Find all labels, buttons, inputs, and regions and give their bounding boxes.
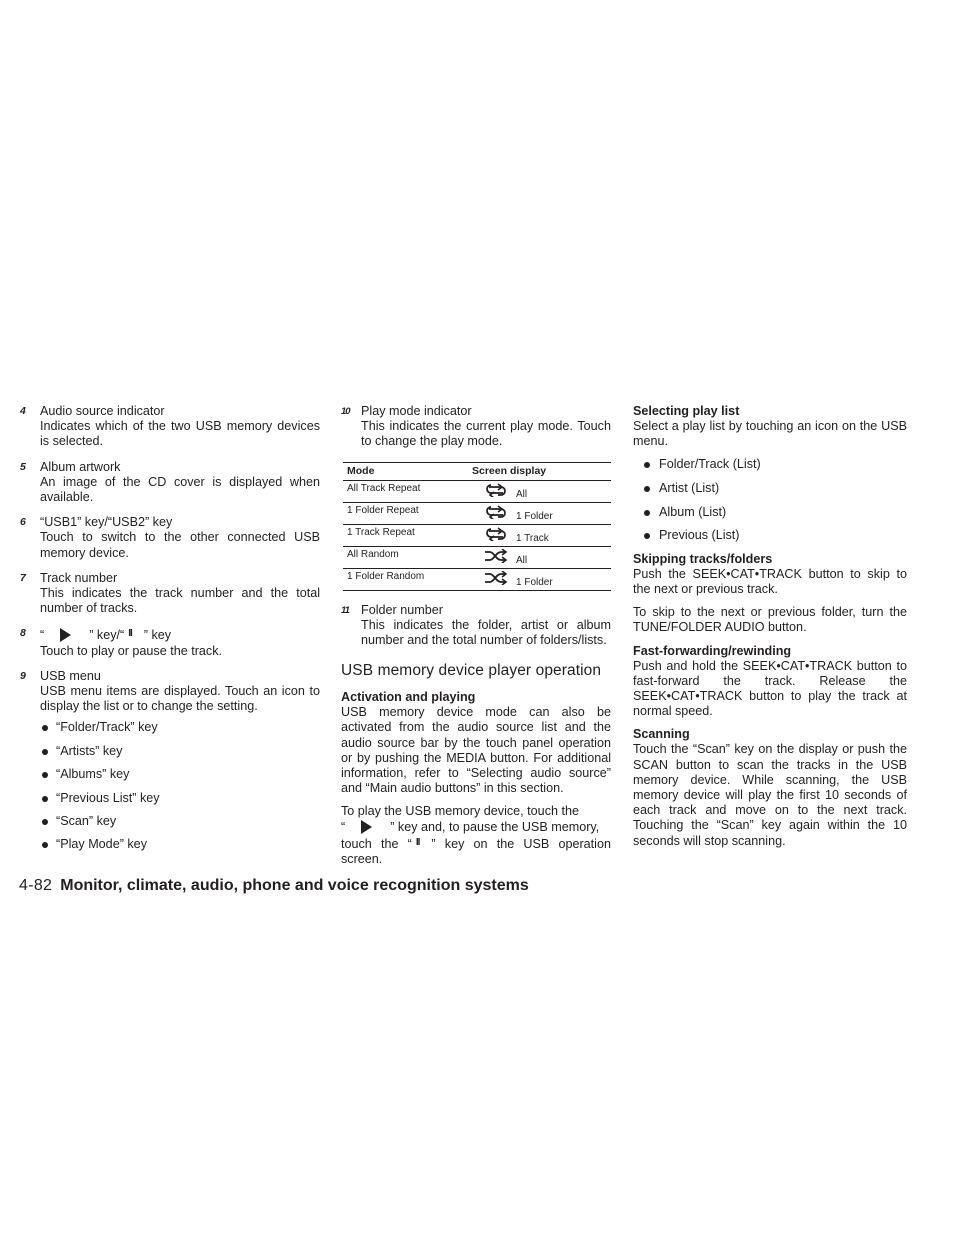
item-title: USB menu: [40, 668, 101, 683]
list-item: “Artists” key: [40, 744, 320, 759]
shuffle-icon: [484, 549, 508, 563]
table-row: [343, 568, 611, 590]
subheading-selecting-play-list: Selecting play list: [633, 404, 740, 418]
item-usb-menu: [20, 669, 320, 853]
list-item: Folder/Track (List): [633, 457, 907, 472]
item-number: 10: [341, 406, 350, 417]
activation-text: USB memory device mode can also be activated from the audio source list and the audio source bar by the touch panel operation or by pushing the MEDIA button. For additional information, refer to “Selecting audio source” and “Main audio buttons” in this section.: [341, 705, 611, 796]
item-description: An image of the CD cover is displayed when available.: [40, 474, 320, 505]
table-row: [343, 480, 611, 502]
mode-cell: 1 Track Repeat: [343, 524, 468, 546]
item-description: Indicates which of the two USB memory devices is selected.: [40, 419, 320, 449]
skipping-folder-text: To skip to the next or previous folder, turn the TUNE/FOLDER AUDIO button.: [633, 605, 907, 635]
key-text: ” key/“: [89, 628, 125, 643]
table-row: [343, 502, 611, 524]
mode-cell: 1 Folder Random: [343, 568, 468, 590]
subheading-scanning: Scanning: [633, 727, 690, 742]
subheading-skipping: Skipping tracks/folders: [633, 551, 773, 566]
table-row: [343, 524, 611, 546]
display-cell: [468, 568, 611, 590]
pause-icon: II: [128, 628, 132, 640]
item-description: USB menu items are displayed. Touch an icon to display the list or to change the setting.: [40, 684, 320, 714]
subheading-activation: Activation and playing: [341, 690, 476, 705]
item-audio-source-indicator: [20, 404, 320, 450]
key-text: ” key: [143, 628, 172, 643]
item-title: Album artwork: [40, 459, 121, 474]
item-folder-number: [341, 603, 611, 649]
usb-menu-list: [40, 720, 320, 852]
scanning-text: Touch the “Scan” key on the display or push the SCAN button to scan the tracks in the USB memory device. While scanning, the USB memory device will play the first 10 seconds of each track and move on to the next track. Touching the “Scan” key again within the 10 seconds will stop scanning.: [633, 742, 907, 848]
item-title: Audio source indicator: [40, 404, 165, 418]
display-text: 1 Folder: [516, 510, 553, 522]
display-text: 1 Folder: [516, 576, 553, 588]
item-album-artwork: [20, 460, 320, 506]
list-item: “Scan” key: [40, 814, 320, 829]
item-title: Play mode indicator: [361, 404, 472, 418]
section-heading: USB memory device player operation: [341, 662, 602, 680]
pause-icon: II: [415, 836, 420, 848]
fast-forwarding-text: Push and hold the SEEK•CAT•TRACK button to fast-forward the track. Release the SEEK•CAT•TRACK button to play the track at normal speed.: [633, 658, 907, 719]
right-column: [633, 404, 907, 857]
repeat-icon: [484, 527, 508, 541]
item-track-number: [20, 571, 320, 617]
quote-open: “: [40, 628, 45, 643]
table-header: Mode: [343, 462, 468, 480]
table-row: [343, 546, 611, 568]
item-number: 7: [20, 571, 26, 584]
item-description: Touch to play or pause the track.: [40, 643, 223, 658]
item-number: 11: [341, 604, 349, 616]
list-item: “Play Mode” key: [40, 837, 320, 852]
list-item: Album (List): [633, 505, 907, 520]
display-cell: [468, 546, 611, 568]
display-text: 1 Track: [516, 532, 549, 544]
shuffle-icon: [484, 571, 508, 585]
left-column: [20, 404, 320, 863]
play-icon: [60, 628, 71, 642]
item-usb-key: [20, 515, 320, 561]
subheading-fast-forwarding: Fast-forwarding/rewinding: [633, 643, 792, 658]
middle-column: [341, 404, 611, 875]
item-number: 9: [20, 669, 26, 682]
item-description: This indicates the current play mode. Touch to change the play mode.: [361, 419, 611, 449]
item-number: 6: [20, 516, 26, 529]
item-title: “USB1” key/“USB2” key: [40, 515, 173, 530]
table-header: Screen display: [468, 462, 611, 480]
list-item: Artist (List): [633, 481, 907, 496]
item-description: This indicates the folder, artist or album number and the total number of folders/lists.: [361, 617, 611, 648]
chapter-title: Monitor, climate, audio, phone and voice recognition systems: [60, 877, 529, 894]
page-number: 4-82: [19, 877, 53, 894]
item-title: Folder number: [361, 602, 443, 617]
play-mode-table: [343, 462, 611, 591]
item-description: Touch to switch to the other connected USB memory device.: [40, 530, 320, 560]
play-instructions: To play the USB memory device, touch the “ ” key and, to pause the USB memory, touch the “ II ” key on the USB operation screen.: [341, 804, 611, 867]
repeat-icon: [484, 483, 508, 497]
display-cell: [468, 480, 611, 502]
mode-cell: All Track Repeat: [343, 480, 468, 502]
display-cell: [468, 524, 611, 546]
list-item: Previous (List): [633, 528, 907, 543]
skipping-text: Push the SEEK•CAT•TRACK button to skip to the next or previous track.: [633, 566, 907, 596]
display-text: All: [516, 488, 528, 500]
display-cell: [468, 502, 611, 524]
item-play-mode-indicator: [341, 404, 611, 450]
item-number: 5: [20, 460, 26, 473]
item-description: This indicates the track number and the total number of tracks.: [40, 586, 320, 616]
repeat-icon: [484, 505, 508, 519]
item-title: [40, 626, 320, 643]
item-number: 8: [20, 627, 26, 640]
item-play-pause-key: [20, 626, 320, 658]
list-item: “Folder/Track” key: [40, 720, 320, 735]
selecting-text: Select a play list by touching an icon on the USB menu.: [633, 419, 907, 449]
item-number: 4: [20, 405, 26, 417]
item-title: Track number: [40, 570, 118, 585]
list-item: “Albums” key: [40, 767, 320, 782]
page-footer: [19, 876, 529, 896]
play-list-options: [633, 457, 907, 543]
display-text: All: [516, 554, 528, 566]
mode-cell: 1 Folder Repeat: [343, 502, 468, 524]
play-icon: [361, 820, 372, 834]
list-item: “Previous List” key: [40, 791, 320, 806]
mode-cell: All Random: [343, 546, 468, 568]
